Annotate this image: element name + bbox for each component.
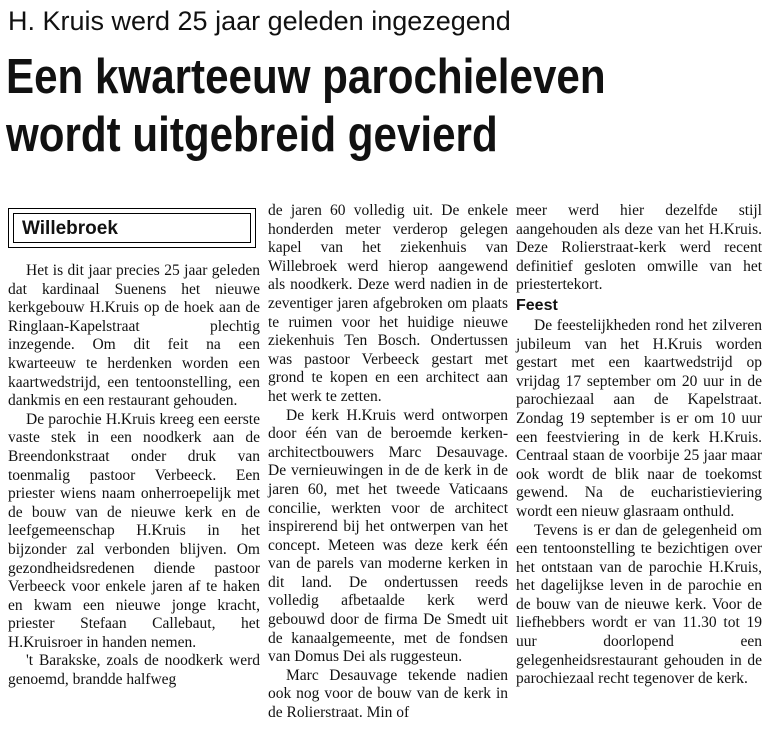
paragraph: De parochie H.Kruis kreeg een eerste vaste stek in een noodkerk aan de Breendonkstraat onder druk van toenmalig pastoor Verbeeck. Een priester wiens naam onherroepelijk met de bouw van de nieuwe kerk en de leefgemeenschap H.Kruis in het bijzonder zal verbonden blijven. Om gezondheidsredenen diende pastoor Verbeeck voor enkele jaren af te haken en kwam een nieuwe jonge kracht, priester Stefaan Callebaut, het H.Kruisroer in handen nemen. — [8, 410, 260, 651]
headline-line-1: Een kwarteeuw parochieleven — [6, 50, 606, 104]
article-column-2 — [268, 202, 508, 723]
section-subhead: Feest — [516, 296, 558, 314]
article-headline — [6, 50, 656, 166]
location-label: Willebroek — [13, 213, 251, 243]
article-column-3 — [516, 202, 762, 689]
article-column-1 — [8, 262, 260, 690]
paragraph: De kerk H.Kruis werd ontworpen door één van de beroemde kerken-architectbouwers Marc Desauvage. De vernieuwingen in de de kerk in de jaren 60, met het tweede Vaticaans concilie, werkten voor de architect inspirerend bij het ontwerpen van het concept. Meteen was deze kerk één van de parels van moderne kerken in dit land. De ondertussen reeds volledig afbetaalde kerk werd gebouwd door de firma De Smedt uit de kanaalgemeente, met de fondsen van Domus Dei als ruggesteun. — [268, 406, 508, 666]
headline-line-2: wordt uitgebreid gevierd — [6, 108, 498, 162]
article-kicker: H. Kruis werd 25 jaar geleden ingezegend — [8, 6, 511, 36]
paragraph: de jaren 60 volledig uit. De enkele honderden meter verderop gelegen kapel van het ziekenhuis van Willebroek werd hierop aangewend als noodkerk. Deze werd nadien in de zeventiger jaren afgebroken om plaats te ruimen voor het huidige nieuwe ziekenhuis Ten Bosch. Ondertussen was pastoor Verbeeck gestart met grond te kopen en een architect aan het werk te zetten. — [268, 202, 508, 405]
paragraph: Tevens is er dan de gelegenheid om een tentoonstelling te bezichtigen over het ontstaan van de parochie H.Kruis, het dagelijkse leven in de parochie en de bouw van de nieuwe kerk. Voor de liefhebbers wordt er van 11.30 tot 19 uur doorlopend een gelegenheidsrestaurant gehouden in de parochiezaal recht tegenover de kerk. — [516, 521, 762, 688]
paragraph: 't Barakske, zoals de noodkerk werd genoemd, brandde halfweg — [8, 652, 260, 689]
paragraph: Marc Desauvage tekende nadien ook nog voor de bouw van de kerk in de Rolierstraat. Min of — [268, 666, 508, 722]
paragraph: Het is dit jaar precies 25 jaar geleden dat kardinaal Suenens het nieuwe kerkgebouw H.Kruis op de hoek aan de Ringlaan-Kapelstraat plechtig inzegende. Om dit feit na een kwarteeuw te herdenken worden een kaartwedstrijd, een tentoonstelling, een dankmis en een restaurant gehouden. — [8, 262, 260, 410]
location-box — [8, 208, 256, 248]
paragraph: meer werd hier dezelfde stijl aangehouden als deze van het H.Kruis. Deze Rolierstraat-kerk werd recent definitief gesloten omwille van het priestertekort. — [516, 202, 762, 294]
paragraph: De feestelijkheden rond het zilveren jubileum van het H.Kruis worden gestart met een kaartwedstrijd op vrijdag 17 september om 20 uur in de parochiezaal aan de Kapelstraat. Zondag 19 september is er om 10 uur een feestviering in de kerk H.Kruis. Centraal staan de voorbije 25 jaar maar ook wordt de blik naar de toekomst gewend. Na de eucharistieviering wordt een nieuw glasraam onthuld. — [516, 316, 762, 520]
